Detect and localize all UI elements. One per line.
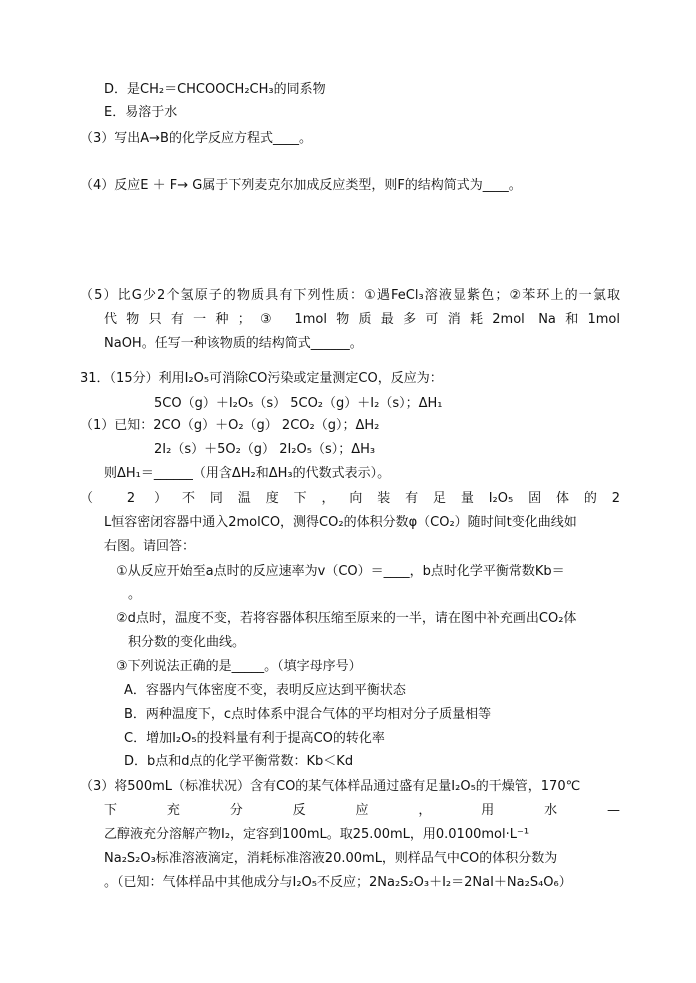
- q31-p2-question1: ①从反应开始至a点时的反应速率为v（CO）＝____，b点时化学平衡常数Kb＝: [116, 564, 565, 579]
- q31-p2-line2: L恒容密闭容器中通入2molCO，测得CO₂的体积分数φ（CO₂）随时间t变化曲线如: [104, 515, 577, 530]
- q31-p3-line2: 下充分反应，用水—: [104, 803, 620, 818]
- q31-p2-question2-line1: ②d点时，温度不变，若将容器体积压缩至原来的一半，请在图中补充画出CO₂体: [116, 611, 577, 626]
- q31-p3-line5: 。（已知：气体样品中其他成分与I₂O₅不反应；2Na₂S₂O₃＋I₂＝2NaI＋Na₂S₄O₆）: [104, 875, 572, 890]
- q30-part3: （3）写出A→B的化学反应方程式____。: [80, 131, 312, 146]
- q31-p1-answer: 则ΔH₁＝______（用含ΔH₂和ΔH₃的代数式表示）。: [104, 466, 391, 481]
- q31-p2-line3: 右图。请回答：: [104, 539, 196, 554]
- q31-p2-question3: ③下列说法正确的是_____。（填字母序号）: [116, 659, 362, 674]
- q31-p1-equation1: （1）已知：2CO（g）＋O₂（g） 2CO₂（g）；ΔH₂: [80, 418, 380, 433]
- q31-p3-line4: Na₂S₂O₃标准溶液滴定，消耗标准溶液20.00mL，则样品气中CO的体积分数为: [104, 851, 558, 866]
- q31-p1-equation2: 2I₂（s）＋5O₂（g） 2I₂O₅（s）；ΔH₃: [154, 442, 376, 457]
- q31-option-d: D．b点和d点的化学平衡常数：Kb＜Kd: [124, 754, 354, 769]
- q31-p3-line3: 乙醇液充分溶解产物I₂，定容到100mL。取25.00mL，用0.0100mol·L⁻¹: [104, 827, 530, 842]
- q30-part5-line2: 代物只有一种；③ 1mol物质最多可消耗2mol Na和1mol: [104, 312, 620, 327]
- q30-option-e: E．易溶于水: [104, 105, 178, 120]
- q31-p2-line1: （ 2 ）不同温度下，向装有足量I₂O₅固体的2: [80, 491, 620, 506]
- q31-option-b: B．两种温度下，c点时体系中混合气体的平均相对分子质量相等: [124, 707, 492, 722]
- q31-intro: 31．（15分）利用I₂O₅可消除CO污染或定量测定CO，反应为：: [80, 371, 443, 386]
- q30-option-d: D．是CH₂＝CHCOOCH₂CH₃的同系物: [104, 82, 326, 97]
- q31-p2-question2-line2: 积分数的变化曲线。: [128, 635, 246, 650]
- q31-option-a: A．容器内气体密度不变，表明反应达到平衡状态: [124, 683, 406, 698]
- q31-p3-line1: （3）将500mL（标准状况）含有CO的某气体样品通过盛有足量I₂O₅的干燥管，170℃: [80, 779, 581, 794]
- q31-p2-question1-end: 。: [128, 587, 142, 602]
- q31-main-equation: 5CO（g）＋I₂O₅（s） 5CO₂（g）＋I₂（s）；ΔH₁: [154, 396, 443, 411]
- q30-part5-line1: （5）比G少2个氢原子的物质具有下列性质：①遇FeCl₃溶液显紫色；②苯环上的一氯取: [80, 288, 620, 303]
- q31-option-c: C．增加I₂O₅的投料量有利于提高CO的转化率: [124, 731, 385, 746]
- q30-part4: （4）反应E ＋ F→ G属于下列麦克尔加成反应类型，则F的结构简式为____。: [80, 178, 522, 193]
- q30-part5-line3: NaOH。任写一种该物质的结构简式______。: [104, 336, 363, 351]
